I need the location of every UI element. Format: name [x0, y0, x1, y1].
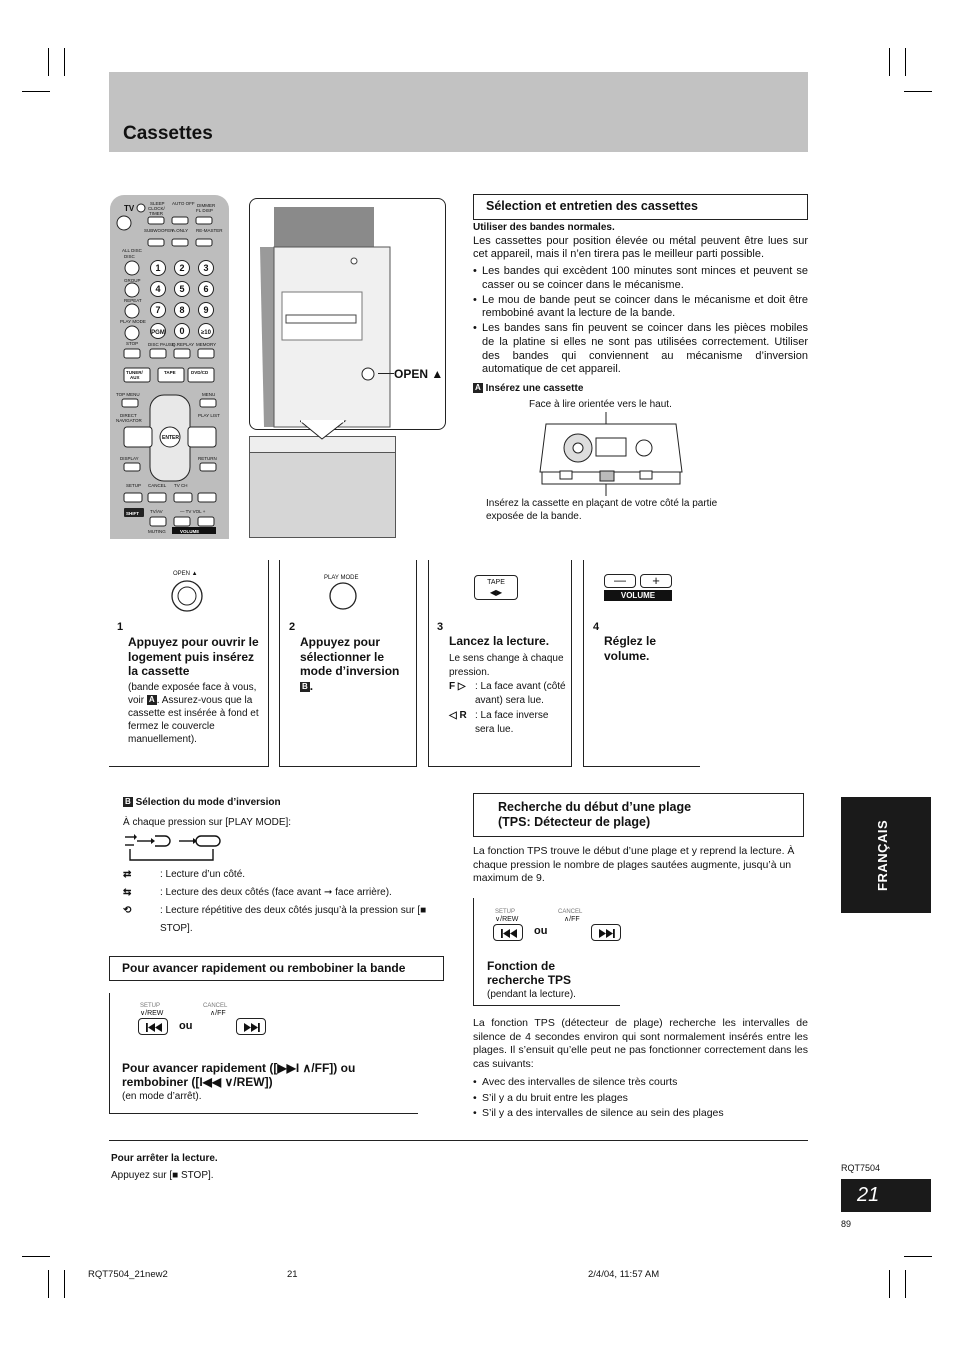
both-sides-icon: ⇆ — [123, 887, 132, 898]
svg-text:0: 0 — [179, 326, 185, 336]
direction-front — [449, 680, 569, 708]
stop-note-title: Pour arrêter la lecture. — [111, 1153, 218, 1164]
svg-text:TV: TV — [124, 204, 135, 213]
svg-text:8: 8 — [179, 305, 185, 315]
badge-b: B — [125, 797, 131, 806]
ffrew-title: Pour avancer rapidement ou rembobiner la bande — [109, 956, 444, 981]
step-text — [128, 635, 262, 746]
crop-mark — [22, 1256, 50, 1257]
svg-text:≥10: ≥10 — [201, 330, 211, 336]
selection-lead-bold: Utiliser des bandes normales. — [473, 222, 615, 233]
open-label: OPEN ▲ — [394, 367, 444, 381]
svg-text:6: 6 — [203, 284, 209, 294]
svg-text:PGM: PGM — [151, 330, 165, 336]
step-2 — [279, 560, 417, 767]
step-detail-b: . Assurez-vous que la cassette est insérée à fond et fermez le couvercle manuellement). — [128, 694, 259, 745]
direction-text: : La face inverse sera lue. — [475, 710, 549, 735]
tps-title — [473, 793, 804, 837]
list-item — [123, 884, 443, 902]
step-title-end: . — [309, 678, 314, 693]
svg-text:CLOCK/: CLOCK/ — [148, 206, 165, 211]
cancel-label: CANCEL — [203, 1003, 228, 1009]
step-detail — [128, 681, 262, 746]
badge-a: A — [475, 383, 481, 392]
svg-text:DISC PAUSE: DISC PAUSE — [148, 342, 175, 347]
crop-mark — [64, 48, 65, 76]
unit-closeup-illustration — [249, 198, 446, 430]
reverse-mode-list — [123, 866, 443, 938]
or-text: ou — [534, 925, 548, 937]
crop-mark — [889, 1270, 890, 1298]
list-item — [123, 902, 443, 938]
step-number: 4 — [593, 621, 600, 633]
svg-text:1: 1 — [155, 263, 161, 273]
list-item — [123, 866, 443, 884]
list-item: • Avec des intervalles de silence très courts — [473, 1075, 808, 1090]
step-4 — [583, 560, 700, 767]
svg-text:2: 2 — [179, 263, 185, 273]
mode-description: : Lecture des deux côtés (face avant ➞ face arrière). — [160, 887, 392, 898]
svg-text:AUTO OFF: AUTO OFF — [172, 201, 195, 206]
one-side-icon: ⇄ — [123, 869, 132, 880]
svg-text:STOP: STOP — [126, 341, 139, 346]
svg-text:TOP MENU: TOP MENU — [116, 392, 140, 397]
play-mode-label: PLAY MODE — [324, 575, 359, 581]
svg-text:A.ONLY: A.ONLY — [172, 228, 189, 233]
volume-label: VOLUME — [604, 590, 672, 601]
svg-text:ALL DISC: ALL DISC — [122, 248, 142, 253]
page-title: Cassettes — [123, 123, 213, 144]
svg-text:9: 9 — [203, 305, 209, 315]
list-item: • Les bandes qui excèdent 100 minutes sont minces et peuvent se casser ou se coincer dans le mécanisme. — [473, 265, 808, 293]
svg-text:TAPE: TAPE — [164, 370, 176, 375]
face-caption: Face à lire orientée vers le haut. — [529, 399, 672, 410]
footer-file: RQT7504_21new2 — [88, 1269, 168, 1280]
cassette-deck-icon — [250, 199, 444, 429]
page-number-box — [841, 1179, 931, 1212]
tape-button-icon: TAPE ◀▶ — [474, 575, 518, 600]
ffrew-caption-b: rembobiner ([I◀◀ ∨/REW]) — [122, 1075, 273, 1089]
crop-mark — [904, 91, 932, 92]
page-header — [109, 72, 808, 152]
reverse-mode-heading — [123, 797, 281, 810]
insert-heading — [473, 383, 808, 396]
crop-mark — [889, 48, 890, 76]
rewind-button — [138, 1018, 168, 1035]
svg-text:7: 7 — [155, 305, 161, 315]
rew-label: ∨/REW — [140, 1010, 164, 1017]
selection-title: Sélection et entretien des cassettes — [473, 194, 808, 220]
svg-text:4: 4 — [155, 284, 161, 294]
tps-intro: La fonction TPS trouve le début d’une plage et y reprend la lecture. À chaque pression le nombre de plages sautées augmente, jusqu’à un maximum de 9. — [473, 845, 795, 884]
direction-key: F ▷ — [449, 681, 466, 692]
ffrew-caption-c: (en mode d’arrêt). — [122, 1091, 202, 1102]
play-mode-button-icon — [328, 580, 358, 612]
model-code: RQT7504 — [841, 1163, 881, 1173]
crop-mark — [64, 1270, 65, 1298]
insert-caption: Insérez la cassette en plaçant de votre côté la partie exposée de la bande. — [486, 498, 718, 522]
mode-description: : Lecture répétitive des deux côtés jusqu’à la pression sur [■ STOP]. — [160, 905, 427, 934]
crop-mark — [48, 48, 49, 76]
rewind-icon — [146, 1023, 162, 1032]
crop-mark — [904, 1256, 932, 1257]
step-number: 1 — [117, 621, 124, 633]
svg-text:SHIFT: SHIFT — [126, 511, 139, 516]
footer-date: 2/4/04, 11:57 AM — [588, 1269, 660, 1280]
setup-label: SETUP — [140, 1003, 161, 1009]
crop-mark — [48, 1270, 49, 1298]
stop-note — [111, 1153, 218, 1182]
direction-reverse — [449, 709, 569, 737]
step-detail-a: (bande exposée face à vous, voir — [128, 681, 257, 706]
step-title: Appuyez pour ouvrir le logement puis insérez la cassette — [128, 635, 259, 678]
list-item: • S’il y a du bruit entre les plages — [473, 1091, 808, 1106]
svg-text:ENTER: ENTER — [162, 435, 179, 441]
svg-text:— TV VOL +: — TV VOL + — [180, 509, 206, 514]
svg-text:REPEAT: REPEAT — [124, 298, 142, 303]
fast-forward-icon — [599, 929, 615, 938]
remote-control-illustration — [110, 195, 229, 539]
fast-forward-icon — [244, 1023, 260, 1032]
volume-plus-button: + — [640, 574, 672, 588]
callout-line — [378, 373, 394, 374]
step-detail: Le sens change à chaque pression. — [449, 653, 564, 678]
direction-text: : La face avant (côté avant) sera lue. — [475, 681, 566, 706]
ffrew-caption-a: Pour avancer rapidement ([▶▶I ∧/FF]) ou — [122, 1061, 356, 1075]
step-title-text: Appuyez pour sélectionner le mode d’inversion — [300, 635, 400, 678]
badge-b: B — [302, 681, 308, 691]
svg-text:3: 3 — [203, 263, 209, 273]
badge-a: A — [148, 694, 155, 704]
svg-text:GROUP: GROUP — [124, 278, 141, 283]
list-item: • S’il y a des intervalles de silence au sein des plages — [473, 1106, 808, 1121]
step-number: 2 — [289, 621, 296, 633]
svg-text:SLEEP: SLEEP — [150, 201, 165, 206]
svg-text:TIMER: TIMER — [149, 211, 163, 216]
tape-button-label: TAPE — [487, 579, 505, 586]
svg-text:SETUP: SETUP — [126, 483, 142, 488]
svg-text:Q.REPLAY: Q.REPLAY — [172, 342, 195, 347]
svg-text:TUNER/: TUNER/ — [126, 370, 143, 375]
tps-rewind-button — [493, 924, 523, 941]
svg-text:CANCEL: CANCEL — [148, 483, 167, 488]
step-3 — [428, 560, 572, 767]
step-title — [300, 635, 412, 693]
fast-forward-button — [236, 1018, 266, 1035]
tps-body: La fonction TPS (détecteur de plage) recherche les intervalles de silence de 4 secondes environ qui sont normalement insérés entre les plages. Il s’ensuit qu’elle peut ne pas fonctionner correctement dans les cas suivants: — [473, 1017, 808, 1070]
cancel-label: CANCEL — [558, 909, 583, 915]
svg-text:VOLUME: VOLUME — [180, 529, 200, 534]
divider — [109, 1140, 808, 1141]
tps-func-detail: (pendant la lecture). — [487, 989, 576, 1000]
svg-text:5: 5 — [179, 284, 185, 294]
crop-mark — [905, 1270, 906, 1298]
or-text: ou — [179, 1020, 193, 1032]
remote-icon — [110, 195, 229, 539]
svg-text:DIRECT: DIRECT — [120, 413, 137, 418]
setup-label: SETUP — [495, 909, 516, 915]
callout-pointer-icon — [300, 420, 350, 440]
tps-func-title: Fonction de recherche TPS — [487, 959, 572, 987]
svg-text:DVD/CD: DVD/CD — [191, 370, 209, 375]
svg-text:DISC: DISC — [124, 254, 135, 259]
list-item: • Le mou de bande peut se coincer dans le mécanisme et doit être rembobiné avant la lecture de la bande. — [473, 294, 808, 322]
list-item: • Les bandes sans fin peuvent se coincer dans les pièces mobiles de la platine si elles ne sont pas utilisées correctement. Utiliser des bandes qui conviennent au mécanisme d’inversion automatique de cet appareil. — [473, 322, 808, 377]
language-tab — [841, 797, 931, 913]
step-text — [449, 634, 569, 737]
ffrew-caption — [122, 1061, 355, 1089]
svg-text:MUTING: MUTING — [148, 529, 166, 534]
tps-box — [473, 898, 620, 1006]
tps-fast-forward-button — [591, 924, 621, 941]
svg-text:SUBWOOFER: SUBWOOFER — [144, 228, 174, 233]
svg-text:MEMORY: MEMORY — [196, 342, 217, 347]
svg-text:DIMMER: DIMMER — [197, 203, 216, 208]
step-title: Lancez la lecture. — [449, 634, 550, 648]
unit-body-illustration — [249, 436, 396, 538]
direction-key: ◁ R — [449, 710, 467, 721]
global-page-number: 89 — [841, 1219, 852, 1229]
svg-text:DISPLAY: DISPLAY — [120, 456, 139, 461]
svg-text:FL DISP: FL DISP — [196, 208, 213, 213]
repeat-icon: ⟲ — [123, 905, 132, 916]
ff-label: ∧/FF — [564, 916, 580, 923]
svg-text:NAVIGATOR: NAVIGATOR — [116, 418, 142, 423]
svg-text:RETURN: RETURN — [198, 456, 217, 461]
svg-text:PLAY MODE: PLAY MODE — [120, 319, 146, 324]
svg-text:MENU: MENU — [202, 392, 216, 397]
open-button-label: OPEN ▲ — [173, 571, 198, 577]
tps-title-line2: (TPS: Détecteur de plage) — [498, 815, 651, 829]
selection-bullets — [473, 265, 808, 377]
stop-note-text: Appuyez sur [■ STOP]. — [111, 1169, 214, 1181]
reverse-mode-title: Sélection du mode d’inversion — [135, 797, 281, 808]
step-1 — [109, 560, 269, 767]
footer-page: 21 — [287, 1269, 298, 1280]
step-title: Réglez le volume. — [604, 634, 657, 663]
volume-minus-button: — — [604, 574, 636, 588]
svg-text:AUX: AUX — [130, 375, 140, 380]
rew-label: ∨/REW — [495, 916, 519, 923]
insert-title: Insérez une cassette — [485, 383, 584, 394]
tps-bullets — [473, 1075, 808, 1122]
step-number: 3 — [437, 621, 444, 633]
svg-text:RE-MASTER: RE-MASTER — [196, 228, 223, 233]
selection-body — [473, 222, 808, 396]
mode-description: : Lecture d’un côté. — [160, 869, 246, 880]
svg-text:TV/AV: TV/AV — [150, 509, 163, 514]
selection-lead-text: Les cassettes pour position élevée ou métal peuvent être lues sur cet appareil, mais il n’en tirera pas le meilleur parti possible. — [473, 234, 808, 261]
ff-label: ∧/FF — [210, 1010, 226, 1017]
page-number: 21 — [857, 1184, 880, 1206]
rewind-icon — [501, 929, 517, 938]
mode-cycle-icon — [123, 831, 233, 863]
language-tab-label: FRANÇAIS — [875, 819, 890, 891]
reverse-mode-intro: À chaque pression sur [PLAY MODE]: — [123, 817, 292, 828]
ffrew-box — [109, 993, 418, 1114]
crop-mark — [905, 48, 906, 76]
crop-mark — [22, 91, 50, 92]
svg-text:PLAY LIST: PLAY LIST — [198, 413, 220, 418]
svg-text:TV CH: TV CH — [174, 483, 188, 488]
tps-title-line1: Recherche du début d’une plage — [498, 800, 692, 814]
cassette-icon — [536, 412, 686, 496]
